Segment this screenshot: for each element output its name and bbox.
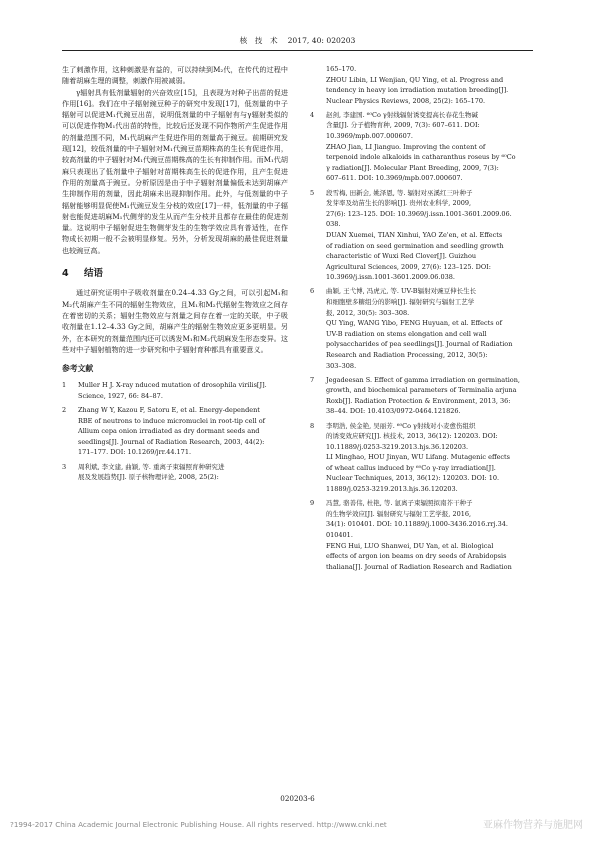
- reference-line: 的生物学效应[J]. 辐射研究与辐射工艺学报, 2016,: [326, 509, 472, 518]
- reference-line: 赵剑, 李建国. ⁶⁰Co γ射线辐射诱变提高长春花生物碱: [326, 110, 478, 119]
- reference-entry: [310, 498, 534, 572]
- reference-line: 607–611. DOI: 10.3969/mpb.007.000607.: [326, 174, 463, 183]
- reference-line: 165–170.: [326, 65, 357, 73]
- reference-line: 和细胞壁多糖组分的影响[J]. 辐射研究与辐射工艺学: [326, 297, 475, 306]
- reference-line: 34(1): 010401. DOI: 10.11889/j.1000-3436.2016.rrj.34.: [326, 520, 508, 529]
- reference-line: ZHAO Jian, LI Jianguo. Improving the content of: [326, 142, 486, 151]
- right-column: [310, 64, 534, 576]
- reference-line: characteristic of Wuxi Red Clover[J]. Guizhou: [326, 252, 477, 261]
- left-column: [62, 64, 288, 486]
- reference-line: RBE of neutrons to induce micromuclei in root-tip cell of: [78, 416, 266, 425]
- reference-entry: [62, 380, 288, 401]
- reference-line: 303–308.: [326, 361, 357, 370]
- reference-line: seedlings[J]. Journal of Radiation Research, 2003, 44(2):: [78, 437, 265, 446]
- reference-line: FENG Hui, LUO Shanwei, DU Yan, et al. Biological: [326, 541, 494, 550]
- reference-entry: [310, 421, 534, 495]
- reference-line: 发芽率及幼苗生长的影响[J]. 贵州农业科学, 2009,: [326, 199, 472, 208]
- reference-number: 5: [310, 188, 315, 197]
- reference-line: 11889/j.0253-3219.2013.hjs.36.120203.: [326, 485, 458, 494]
- section-number: 4: [62, 268, 69, 280]
- reference-list-right: [310, 64, 534, 572]
- reference-line: 010401.: [326, 530, 353, 539]
- reference-line: Roxb[J]. Radiation Protection & Environment, 2013, 36:: [326, 396, 511, 405]
- reference-number: 6: [310, 287, 315, 296]
- paragraph-conclusion: 通过研究证明中子吸收剂量在0.24–4.33 Gy之间，可以引起M₁和M₂代胡麻产生不同的辐射生物效应，且M₁和M₂代辐射生物效应之间存在着密切的关系；辐射生物效应与剂量之间存在着一定的关联，中子吸收剂量在1.12–4.33 Gy之间，胡麻产生的辐射生物效应更多更明显。另外，在本研究的剂量范围内还可以诱发M₁和M₂代胡麻发生形态变异。这些对中子辐射植物的进一步研究和中子辐射育种都具有重要意义。: [62, 288, 288, 354]
- page-number: 020203-6: [280, 794, 315, 803]
- reference-line: 10.3969/mpb.007.000607.: [326, 132, 413, 141]
- copyright-footer: ?1994-2017 China Academic Journal Electronic Publishing House. All rights reserved. http://www.cnki.net: [10, 820, 387, 829]
- reference-entry: [310, 64, 534, 106]
- reference-entry: [62, 405, 288, 458]
- reference-number: 4: [310, 110, 315, 119]
- reference-number: 1: [62, 381, 67, 390]
- reference-line: DUAN Xuemei, TIAN Xinhui, YAO Ze'en, et al. Effects: [326, 230, 503, 239]
- reference-line: 038.: [326, 220, 341, 229]
- reference-line: 段雪梅, 田新会, 姚泽恩, 等. 辐射对巫溪红三叶种子: [326, 188, 473, 197]
- reference-line: Nuclear Physics Reviews, 2008, 25(2): 165–170.: [326, 96, 486, 105]
- paragraph-discussion: γ辐射具有低剂量辐射的兴奋效应[15]，且表现为对种子出苗的促进作用[16]。我们在中子辐射豌豆种子的研究中发现[17]，低剂量的中子辐射可以促进M₁代豌豆出苗，说明低剂量的中子辐射有与γ辐射类似的可以促进作物M₁代出苗的特性，比较后还发现不同作物所产生促进作用的剂量范围不同，M₁代胡麻产生促进作用的剂量高于豌豆。前期研究发现[12]，较低剂量的中子辐射对M₁代豌豆苗期株高的生长有促进作用，较高剂量的中子辐射对M₁代豌豆苗期株高的生长有抑制作用。而M₁代胡麻只表现出了低剂量中子辐射对苗期株高生长的促进作用，且产生促进作用的剂量高于豌豆。分析原因是由于中子辐射剂量偏低未达到胡麻产生抑制作用的剂量，因此胡麻未出现抑制作用。此外，与低剂量的中子辐射能够明显促使M₁代豌豆发生分枝的效应[17]一样，低剂量的中子辐射也能促进胡麻M₁代侧芽的发生从而产生分枝并且都存在最佳的促进剂量。这说明中子辐射促进生物侧芽发生的生物学效应具有普适性，在作物成长初期一般不会被明显修复。另外，分析发现胡麻的最佳促进剂量也较豌豆高。: [62, 87, 288, 255]
- reference-line: 李明浩, 侯金艳, 吴丽芳. ⁶⁰Co γ射线对小麦愈伤组织: [326, 421, 476, 430]
- reference-entry: [310, 188, 534, 283]
- reference-entry: [310, 375, 534, 417]
- reference-line: 27(6): 123–125. DOI: 10.3969/j.issn.1001-3601.2009.06.: [326, 209, 512, 218]
- reference-number: 7: [310, 375, 315, 384]
- reference-line: Science, 1927, 66: 84–87.: [78, 392, 163, 401]
- reference-entry: [62, 462, 288, 483]
- reference-line: 冯慧, 骆善伟, 杜艳, 等. 氩离子束辐照拟南芥干种子: [326, 499, 473, 508]
- section-title: 结语: [84, 268, 104, 280]
- reference-line: UV-B radiation on stems elongation and cell wall: [326, 329, 487, 338]
- reference-line: LI Minghao, HOU Jinyan, WU Lifang. Mutagenic effects: [326, 453, 511, 462]
- paragraph-continued: 生了刺激作用，这种刺激是有益的，可以持续到M₂代，在传代的过程中随着胡麻生理的调整，刺激作用被减弱。: [62, 65, 288, 86]
- reference-line: 曲颖, 王弋博, 冯虎元, 等. UV-B辐射对豌豆伸长生长: [326, 287, 477, 296]
- reference-line: ZHOU Libin, LI Wenjian, QU Ying, et al. Progress and: [326, 75, 504, 84]
- reference-line: Zhang W Y, Kazou F, Satoru E, et al. Energy-dependent: [78, 406, 260, 415]
- reference-line: 的诱变效应研究[J]. 核技术, 2013, 36(12): 120203. DOI:: [326, 432, 498, 441]
- site-watermark: 亚麻作物营养与施肥网: [483, 820, 583, 831]
- reference-number: 2: [62, 406, 67, 415]
- reference-line: 10.11889/j.0253-3219.2013.hjs.36.120203.: [326, 442, 469, 451]
- reference-line: Agricultural Sciences, 2009, 27(6): 123–125. DOI:: [326, 262, 491, 271]
- reference-entry: [310, 286, 534, 371]
- running-header: [62, 34, 533, 51]
- reference-number: 8: [310, 421, 315, 430]
- reference-line: 含量[J]. 分子植物育种, 2009, 7(3): 607–611. DOI:: [326, 121, 480, 130]
- section-heading: [62, 268, 288, 279]
- journal-citation: 2017, 40: 020203: [287, 36, 356, 45]
- reference-line: 报, 2012, 30(5): 303–308.: [326, 308, 410, 317]
- reference-number: 9: [310, 499, 315, 508]
- reference-line: 171–177. DOI: 10.1269/jrr.44.171.: [78, 448, 192, 457]
- reference-line: Research and Radiation Processing, 2012, 30(5):: [326, 350, 488, 359]
- reference-number: 3: [62, 462, 67, 471]
- reference-line: tendency in heavy ion irradiation mutation breeding[J].: [326, 86, 509, 95]
- reference-line: Nuclear Techniques, 2013, 36(12): 120203. DOI: 10.: [326, 474, 500, 483]
- reference-line: of wheat callus induced by ⁶⁰Co γ-ray irradiation[J].: [326, 463, 496, 472]
- reference-line: growth, and biochemical parameters of Terminalia arjuna: [326, 386, 517, 395]
- journal-name: 核 技 术: [239, 36, 278, 45]
- reference-line: 展及发展趋势[J]. 原子核物理评论, 2008, 25(2):: [78, 473, 219, 482]
- reference-line: terpenoid indole alkaloids in catharanthus roseus by ⁶⁰Co: [326, 153, 516, 162]
- reference-line: 10.3969/j.issn.1001-3601.2009.06.038.: [326, 273, 455, 282]
- reference-line: Allium cepa onion irradiated as dry dormant seeds and: [78, 427, 260, 436]
- reference-line: 38–44. DOI: 10.4103/0972-0464.121826.: [326, 407, 461, 416]
- reference-line: of radiation on seed germination and seedling growth: [326, 241, 504, 250]
- references-heading: 参考文献: [62, 364, 94, 374]
- reference-line: thaliana[J]. Journal of Radiation Research and Radiation: [326, 562, 512, 571]
- reference-line: 周利斌, 李文建, 曲颖, 等. 重离子束辐照育种研究进: [78, 462, 225, 471]
- reference-line: QU Ying, WANG Yibo, FENG Huyuan, et al. Effects of: [326, 319, 502, 328]
- reference-line: polysaccharides of pea seedlings[J]. Journal of Radiation: [326, 340, 513, 349]
- reference-line: Muller H J. X-ray nduced mutation of drosophila virilis[J].: [78, 381, 267, 390]
- reference-entry: [310, 110, 534, 184]
- reference-line: γ radiation[J]. Molecular Plant Breeding, 2009, 7(3):: [326, 163, 499, 172]
- reference-line: effects of argon ion beams on dry seeds of Arabidopsis: [326, 552, 507, 561]
- reference-list-left: [62, 380, 288, 482]
- reference-line: Jegadeesan S. Effect of gamma irradiation on germination,: [326, 375, 520, 384]
